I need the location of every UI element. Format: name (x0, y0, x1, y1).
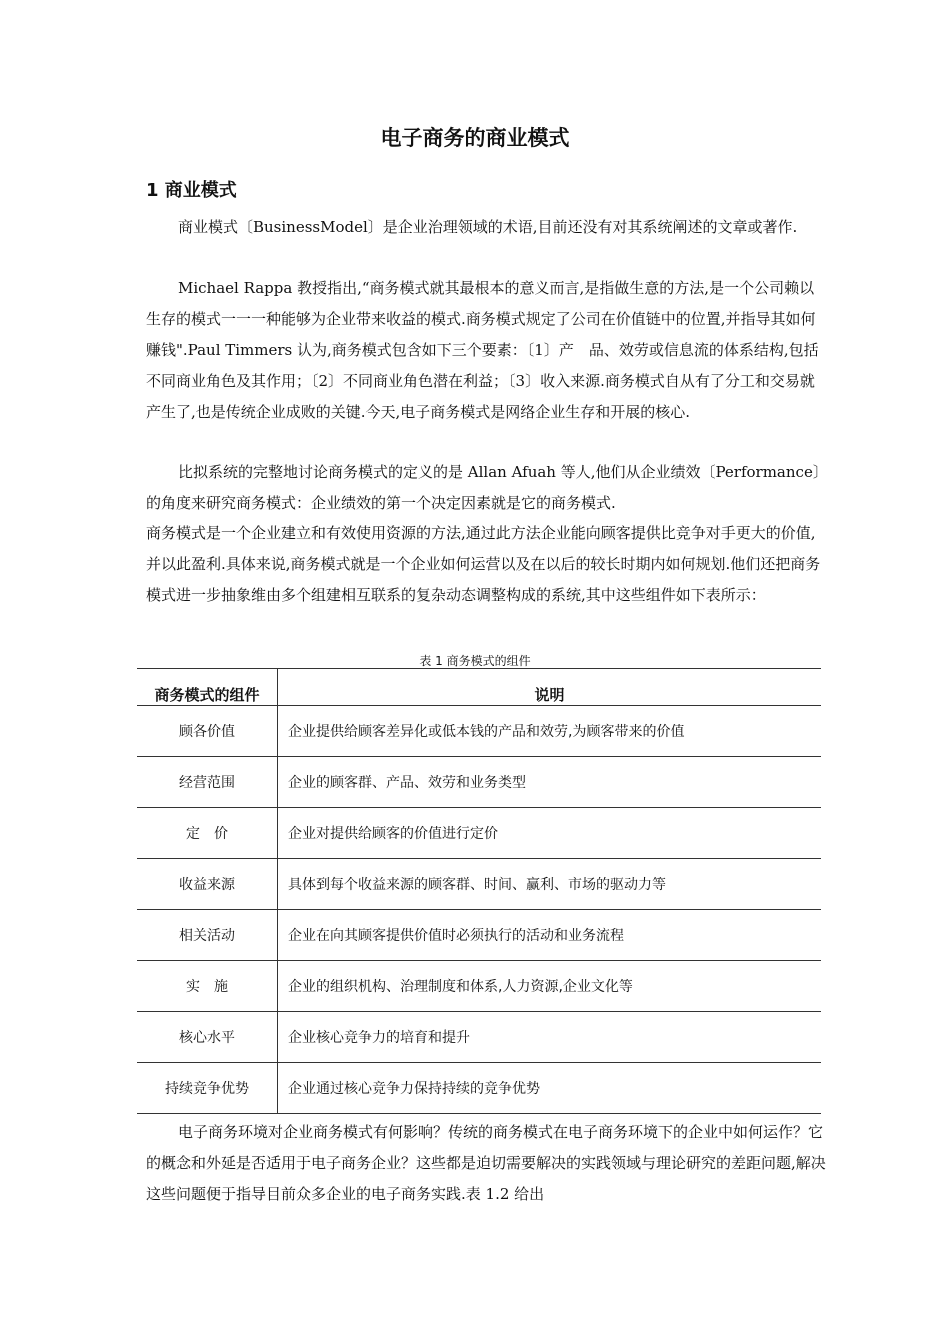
row-description: 企业通过核心竞争力保持持续的竞争优势 (278, 1063, 822, 1114)
row-component: 收益来源 (137, 859, 278, 910)
row-component: 经营范围 (137, 757, 278, 808)
table-row (137, 706, 821, 757)
row-component: 持续竞争优势 (137, 1063, 278, 1114)
table-row (137, 910, 821, 961)
section-heading: 1 商业模式 (146, 180, 237, 201)
row-component: 定 价 (137, 808, 278, 859)
header-component: 商务模式的组件 (137, 669, 278, 706)
row-description: 企业的顾客群、产品、效劳和业务类型 (278, 757, 822, 808)
table-header-row (137, 669, 821, 706)
table-row (137, 1012, 821, 1063)
table-row (137, 961, 821, 1012)
paragraph-3: 比拟系统的完整地讨论商务模式的定义的是 Allan Afuah 等人,他们从企业绩效〔Performance〕的角度来研究商务模式：企业绩效的第一个决定因素就是它的商务模式. (146, 463, 821, 512)
table-row (137, 859, 821, 910)
paragraph-4: 商务模式是一个企业建立和有效使用资源的方法,通过此方法企业能向顾客提供比竞争对手更大的价值,并以此盈利.具体来说,商务模式就是一个企业如何运营以及在以后的较长时期内如何规划.他们还把商务模式进一步抽象维由多个组建相互联系的复杂动态调整构成的系统,其中这些组件如下表所示： (146, 524, 821, 604)
table-row (137, 808, 821, 859)
table-caption: 表 1 商务模式的组件 (419, 654, 531, 668)
closing-paragraph: 电子商务环境对企业商务模式有何影响？传统的商务模式在电子商务环境下的企业中如何运作？它的概念和外延是否适用于电子商务企业？这些都是迫切需要解决的实践领域与理论研究的差距问题,解决这些问题便于指导目前众多企业的电子商务实践.表 1.2 给出 (146, 1123, 826, 1203)
row-description: 企业对提供给顾客的价值进行定价 (278, 808, 822, 859)
row-component: 实 施 (137, 961, 278, 1012)
paragraph-1: 商业模式〔BusinessModel〕是企业治理领域的术语,目前还没有对其系统阐述的文章或著作. (178, 218, 798, 236)
row-description: 企业的组织机构、治理制度和体系,人力资源,企业文化等 (278, 961, 822, 1012)
document-title: 电子商务的商业模式 (380, 126, 570, 150)
row-description: 企业提供给顾客差异化或低本钱的产品和效劳,为顾客带来的价值 (278, 706, 822, 757)
row-component: 核心水平 (137, 1012, 278, 1063)
table-row (137, 1063, 821, 1114)
header-description: 说明 (278, 669, 822, 706)
row-component: 顾各价值 (137, 706, 278, 757)
table-row (137, 757, 821, 808)
row-description: 企业核心竞争力的培育和提升 (278, 1012, 822, 1063)
paragraph-2: Michael Rappa 教授指出,“商务模式就其最根本的意义而言,是指做生意的方法,是一个公司赖以生存的模式一一一种能够为企业带来收益的模式.商务模式规定了公司在价值链中的位置,并指导其如何赚钱".Paul Timmers 认为,商务模式包含如下三个要素：〔1〕产 品、效劳或信息流的体系结构,包括不同商业角色及其作用；〔2〕不同商业角色潜在利益；〔3〕收入来源.商务模式自从有了分工和交易就产生了,也是传统企业成败的关键.今天,电子商务模式是网络企业生存和开展的核心. (146, 279, 819, 421)
components-table (137, 668, 821, 1114)
row-component: 相关活动 (137, 910, 278, 961)
row-description: 企业在向其顾客提供价值时必须执行的活动和业务流程 (278, 910, 822, 961)
row-description: 具体到每个收益来源的顾客群、时间、赢利、市场的驱动力等 (278, 859, 822, 910)
